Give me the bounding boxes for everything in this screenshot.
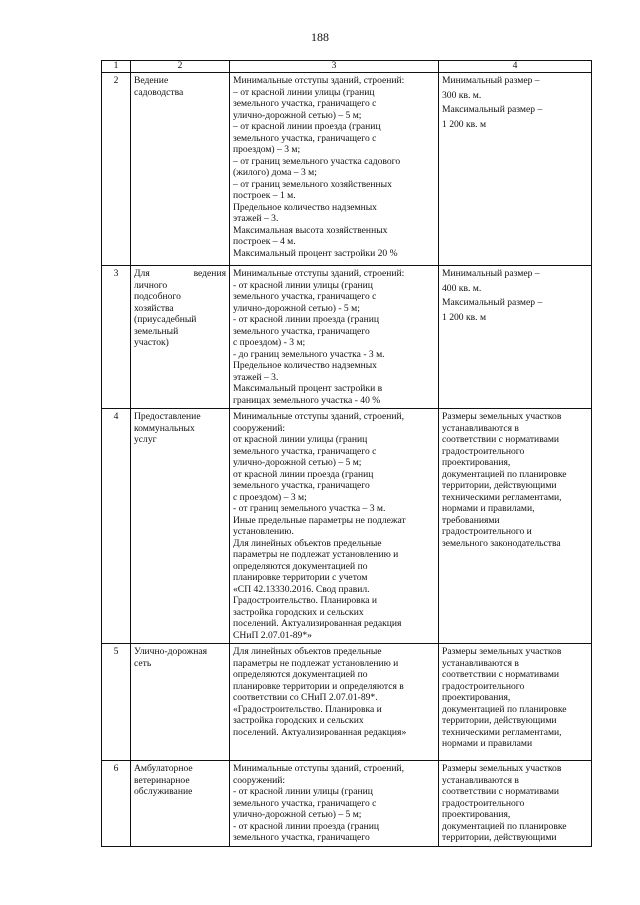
size-line: нормами и правилами [442,738,533,749]
parameter-line: земельного участка, граничащего [233,480,370,491]
parameter-line: - до границ земельного участка - 3 м. [233,348,385,360]
parameter-line: – от красной линии проезда (границ [233,121,381,132]
parameter-line: «СП 42.13330.2016. Свод правил. [233,583,370,595]
parameter-line: этажей – 3. [233,213,279,224]
parameter-line: земельного участка, граничащего с [233,291,377,302]
land-use-name-line: сеть [134,657,152,669]
parameter-line: Минимальные отступы зданий, строений, [233,763,405,774]
size-line: 400 кв. м. [442,282,482,294]
parameter-line: определяются документацией по [233,560,368,572]
parameter-line: Иные предельные параметры не подлежат [233,514,406,526]
parameter-line: сооружений: [233,774,286,786]
parameter-line: Максимальная высота хозяйственных [233,224,388,236]
parameter-line: определяются документацией по [233,669,368,680]
size-line: градостроительного [442,445,525,457]
land-use-name-line: (приусадебный [134,314,197,325]
table-row [102,266,592,409]
regulations-table [101,60,592,847]
size-line: соответствии с нормативами [442,786,560,797]
size-line: Максимальный размер – [442,297,543,308]
size-line: требованиями [442,514,500,526]
parameter-line: с проездом) - 3 м; [233,337,306,348]
size-line: проектирования, [442,809,511,820]
building-parameters [230,761,439,847]
size-line: нормами и правилами, [442,503,535,514]
parameter-line: – от границ земельного хозяйственных [233,178,392,190]
building-parameters [230,644,439,761]
parameter-line: «Градостроительство. Планировка и [233,703,382,715]
table-row [102,73,592,266]
land-use-name [131,761,230,847]
size-line: 1 200 кв. м [442,118,487,130]
parameter-line: – от границ земельного участка садового [233,155,401,167]
parameter-line: Максимальный процент застройки в [233,383,383,394]
size-line: документацией по планировке [442,468,567,480]
row-number: 2 [102,73,131,266]
parameter-line: застройка городских и сельских [233,715,364,726]
parameter-line: Градостроительство. Планировка и [233,595,378,606]
parameter-line: поселений. Актуализированная редакция» [233,726,407,738]
parameter-line: земельного участка, граничащего с [233,445,377,457]
land-use-name [131,644,230,761]
parameter-line: построек – 1 м. [233,190,296,201]
parameter-line: проездом) – 3 м; [233,144,301,155]
table-row [102,409,592,644]
parameter-line: улично-дорожной сетью) – 5 м; [233,809,362,820]
table-header-row [102,61,592,73]
land-use-name-line: коммунальных [134,422,195,434]
size-line: 1 200 кв. м [442,311,487,323]
parameter-line: построек – 4 м. [233,236,296,247]
land-use-name-line: личного [134,279,168,291]
parameter-line: застройка городских и сельских [233,606,364,618]
plot-size-limits [439,266,592,409]
plot-size-limits [439,409,592,644]
size-line: градостроительного и [442,526,532,537]
parameter-line: земельного участка, граничащего с [233,98,377,109]
table-row [102,644,592,761]
land-use-name [131,409,230,644]
size-line: техническими регламентами, [442,491,562,503]
parameter-line: от красной линии улицы (границ [233,434,368,445]
size-line: Максимальный размер – [442,104,543,115]
plot-size-limits [439,761,592,847]
column-header: 1 [102,61,131,73]
size-line: устанавливаются в [442,657,519,669]
land-use-name [131,73,230,266]
size-line: Размеры земельных участков [442,646,562,657]
parameter-line: установлению. [233,526,294,537]
column-header: 2 [131,61,230,73]
parameter-line: Минимальные отступы зданий, строений, [233,411,405,422]
parameter-line: планировке территории и определяются в [233,680,404,692]
land-use-name-line: участок) [134,337,169,348]
parameter-line: улично-дорожной сетью) – 5 м; [233,109,362,121]
parameter-line: (жилого) дома – 3 м; [233,167,317,178]
size-line: градостроительного [442,797,525,809]
land-use-name-line: Для ведения [134,268,226,279]
parameter-line: Максимальный процент застройки 20 % [233,247,398,259]
parameter-line: - от красной линии проезда (границ [233,820,379,832]
land-use-name-line: земельный [134,325,179,337]
building-parameters [230,266,439,409]
size-line: проектирования, [442,692,511,703]
land-use-name-line: обслуживание [134,786,193,797]
size-line: территории, действующими [442,832,557,843]
size-line: соответствии с нормативами [442,434,560,445]
size-line: проектирования, [442,457,511,468]
parameter-line: параметры не подлежат установлению и [233,549,399,560]
size-line: документацией по планировке [442,820,567,832]
parameter-line: - от красной линии улицы (границ [233,279,373,291]
table-body [102,73,592,847]
size-line: земельного законодательства [442,537,561,549]
page-number: 188 [311,30,329,44]
size-line: устанавливаются в [442,774,519,786]
parameter-line: сооружений: [233,422,286,434]
size-line: Размеры земельных участков [442,411,562,422]
row-number: 5 [102,644,131,761]
size-line: Размеры земельных участков [442,763,562,774]
row-number: 6 [102,761,131,847]
size-line: Минимальный размер – [442,268,540,279]
parameter-line: от красной линии проезда (границ [233,468,374,480]
parameter-line: - от красной линии проезда (границ [233,314,379,325]
parameter-line: улично-дорожной сетью) - 5 м; [233,302,360,314]
plot-size-limits [439,644,592,761]
parameter-line: земельного участка, граничащего [233,832,370,843]
row-number: 3 [102,266,131,409]
land-use-name-line: хозяйства [134,302,174,314]
column-header: 3 [230,61,439,73]
parameter-line: земельного участка, граничащего с [233,132,377,144]
size-line: соответствии с нормативами [442,669,560,680]
parameter-line: этажей – 3. [233,371,279,383]
parameter-line: улично-дорожной сетью) – 5 м; [233,457,362,468]
size-line: устанавливаются в [442,422,519,434]
building-parameters [230,73,439,266]
parameter-line: границах земельного участка - 40 % [233,394,381,406]
land-use-name-line: подсобного [134,291,181,302]
land-use-name-line: услуг [134,434,157,445]
parameter-line: – от красной линии улицы (границ [233,86,375,98]
building-parameters [230,409,439,644]
parameter-line: Для линейных объектов предельные [233,537,382,549]
land-use-name-line: ветеринарное [134,774,190,786]
parameter-line: Для линейных объектов предельные [233,646,382,657]
column-header: 4 [439,61,592,73]
land-use-name-line: Ведение [134,75,169,86]
table-row [102,761,592,847]
parameter-line: земельного участка, граничащего с [233,797,377,809]
land-use-name-line: Улично-дорожная [134,646,208,657]
land-use-name-line: Предоставление [134,411,201,422]
size-line: Минимальный размер – [442,75,540,86]
parameter-line: параметры не подлежат установлению и [233,657,399,669]
parameter-line: Минимальные отступы зданий, строений: [233,75,405,86]
parameter-line: с проездом) – 3 м; [233,491,307,503]
land-use-name-line: Амбулаторное [134,763,193,774]
parameter-line: планировке территории с учетом [233,572,368,583]
size-line: территории, действующими [442,480,557,491]
land-use-name [131,266,230,409]
land-use-name-line: садоводства [134,86,184,98]
size-line: 300 кв. м. [442,89,482,101]
parameter-line: - от красной линии улицы (границ [233,786,373,797]
plot-size-limits [439,73,592,266]
parameter-line: поселений. Актуализированная редакция [233,618,402,629]
parameter-line: СНиП 2.07.01-89*» [233,629,312,641]
size-line: градостроительного [442,680,525,692]
parameter-line: земельного участка, граничащего [233,325,370,337]
parameter-line: Предельное количество надземных [233,201,377,213]
size-line: техническими регламентами, [442,726,562,738]
parameter-line: соответствии со СНиП 2.07.01-89*. [233,692,378,703]
parameter-line: Предельное количество надземных [233,360,377,371]
parameter-line: Минимальные отступы зданий, строений: [233,268,405,279]
size-line: территории, действующими [442,715,557,726]
parameter-line: - от границ земельного участка – 3 м. [233,503,386,514]
size-line: документацией по планировке [442,703,567,715]
row-number: 4 [102,409,131,644]
